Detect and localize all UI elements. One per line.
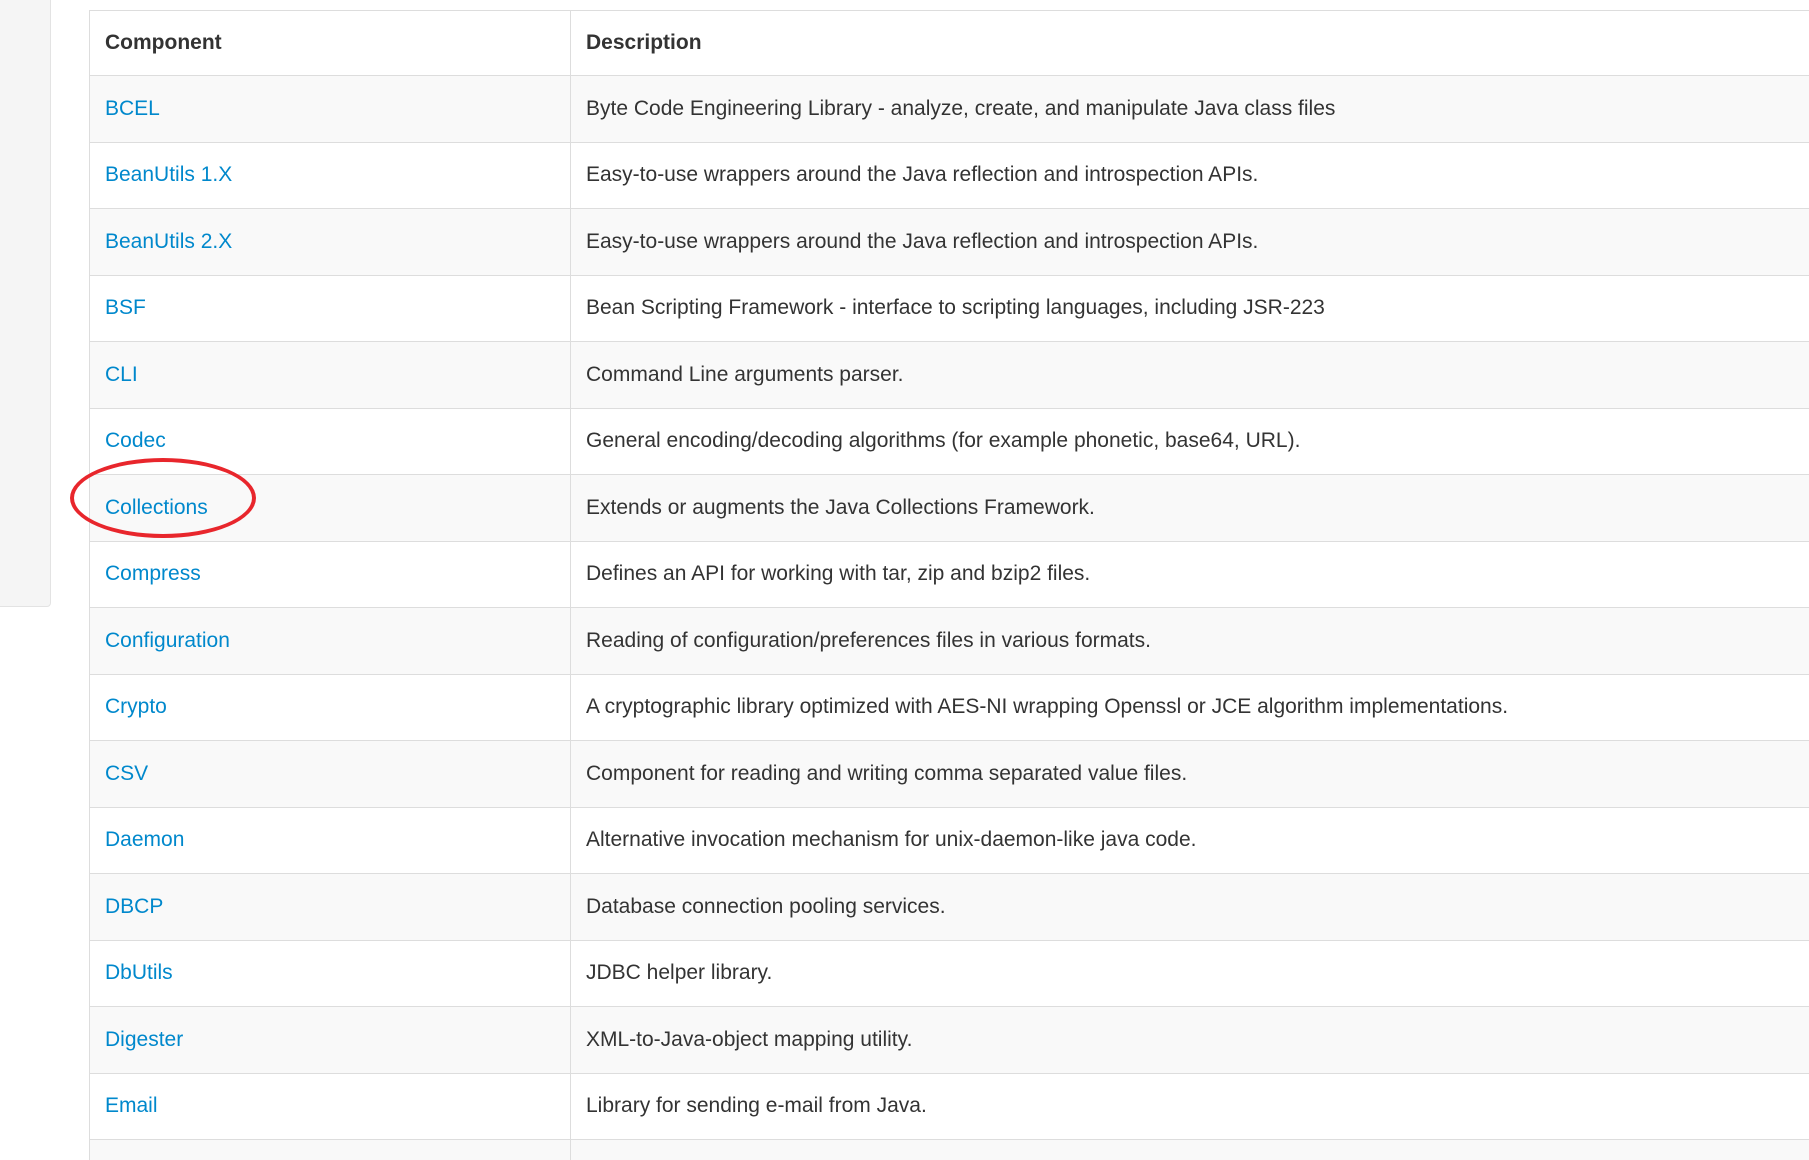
- component-cell: [90, 674, 571, 741]
- description-cell: Extends or augments the Java Collections Framework.: [571, 475, 1809, 542]
- description-cell: XML-to-Java-object mapping utility.: [571, 1007, 1809, 1074]
- components-table-container: [89, 10, 1809, 1160]
- description-cell: General encoding/decoding algorithms (for example phonetic, base64, URL).: [571, 408, 1809, 475]
- table-row: [90, 142, 1809, 209]
- table-row: [90, 342, 1809, 409]
- table-row: [90, 275, 1809, 342]
- component-link[interactable]: Email: [105, 1094, 158, 1118]
- component-link[interactable]: DBCP: [105, 894, 164, 918]
- description-cell: Component for reading and writing comma separated value files.: [571, 741, 1809, 808]
- component-link[interactable]: Compress: [105, 562, 201, 586]
- component-cell: [90, 1140, 571, 1160]
- component-cell: [90, 807, 571, 874]
- component-cell: [90, 1007, 571, 1074]
- component-link[interactable]: Codec: [105, 429, 166, 453]
- component-link[interactable]: BeanUtils 2.X: [105, 229, 233, 253]
- component-link[interactable]: CLI: [105, 362, 138, 386]
- component-link[interactable]: Crypto: [105, 695, 167, 719]
- table-row: [90, 408, 1809, 475]
- table-row: [90, 1007, 1809, 1074]
- description-cell: Library for sending e-mail from Java.: [571, 1073, 1809, 1140]
- component-cell: [90, 142, 571, 209]
- description-column-header: Description: [571, 11, 1809, 76]
- component-link[interactable]: Digester: [105, 1027, 184, 1051]
- component-cell: [90, 76, 571, 143]
- table-header-row: [90, 11, 1809, 76]
- component-cell: [90, 940, 571, 1007]
- table-row: [90, 76, 1809, 143]
- component-link[interactable]: Configuration: [105, 628, 230, 652]
- component-cell: [90, 608, 571, 675]
- description-cell: Bean Scripting Framework - interface to scripting languages, including JSR-223: [571, 275, 1809, 342]
- component-cell: [90, 874, 571, 941]
- description-cell: Alternative invocation mechanism for unix-daemon-like java code.: [571, 807, 1809, 874]
- description-cell: [571, 1140, 1809, 1160]
- table-row: [90, 940, 1809, 1007]
- description-cell: Reading of configuration/preferences files in various formats.: [571, 608, 1809, 675]
- component-cell: [90, 275, 571, 342]
- table-body: [90, 76, 1809, 1160]
- table-row: [90, 608, 1809, 675]
- component-link[interactable]: DbUtils: [105, 961, 173, 985]
- table-row: [90, 674, 1809, 741]
- component-cell: [90, 475, 571, 542]
- sidebar-panel: [0, 0, 51, 607]
- table-row: [90, 874, 1809, 941]
- component-link[interactable]: CSV: [105, 761, 149, 785]
- description-cell: Database connection pooling services.: [571, 874, 1809, 941]
- description-cell: A cryptographic library optimized with AES-NI wrapping Openssl or JCE algorithm implementations.: [571, 674, 1809, 741]
- description-cell: Easy-to-use wrappers around the Java reflection and introspection APIs.: [571, 209, 1809, 276]
- table-row: [90, 209, 1809, 276]
- table-row: [90, 541, 1809, 608]
- description-cell: Defines an API for working with tar, zip and bzip2 files.: [571, 541, 1809, 608]
- description-cell: Command Line arguments parser.: [571, 342, 1809, 409]
- component-cell: [90, 209, 571, 276]
- table-row: [90, 1140, 1809, 1160]
- component-cell: [90, 408, 571, 475]
- table-row: [90, 807, 1809, 874]
- description-cell: Easy-to-use wrappers around the Java reflection and introspection APIs.: [571, 142, 1809, 209]
- component-link[interactable]: BeanUtils 1.X: [105, 163, 233, 187]
- table-row: [90, 475, 1809, 542]
- component-link[interactable]: Daemon: [105, 828, 185, 852]
- component-cell: [90, 741, 571, 808]
- component-cell: [90, 1073, 571, 1140]
- table-row: [90, 1073, 1809, 1140]
- component-link[interactable]: BCEL: [105, 96, 160, 120]
- component-link[interactable]: BSF: [105, 296, 146, 320]
- description-cell: JDBC helper library.: [571, 940, 1809, 1007]
- table-row: [90, 741, 1809, 808]
- components-table: [89, 10, 1809, 1160]
- component-cell: [90, 541, 571, 608]
- component-link[interactable]: Collections: [105, 495, 208, 519]
- description-cell: Byte Code Engineering Library - analyze, create, and manipulate Java class files: [571, 76, 1809, 143]
- component-cell: [90, 342, 571, 409]
- component-column-header: Component: [90, 11, 571, 76]
